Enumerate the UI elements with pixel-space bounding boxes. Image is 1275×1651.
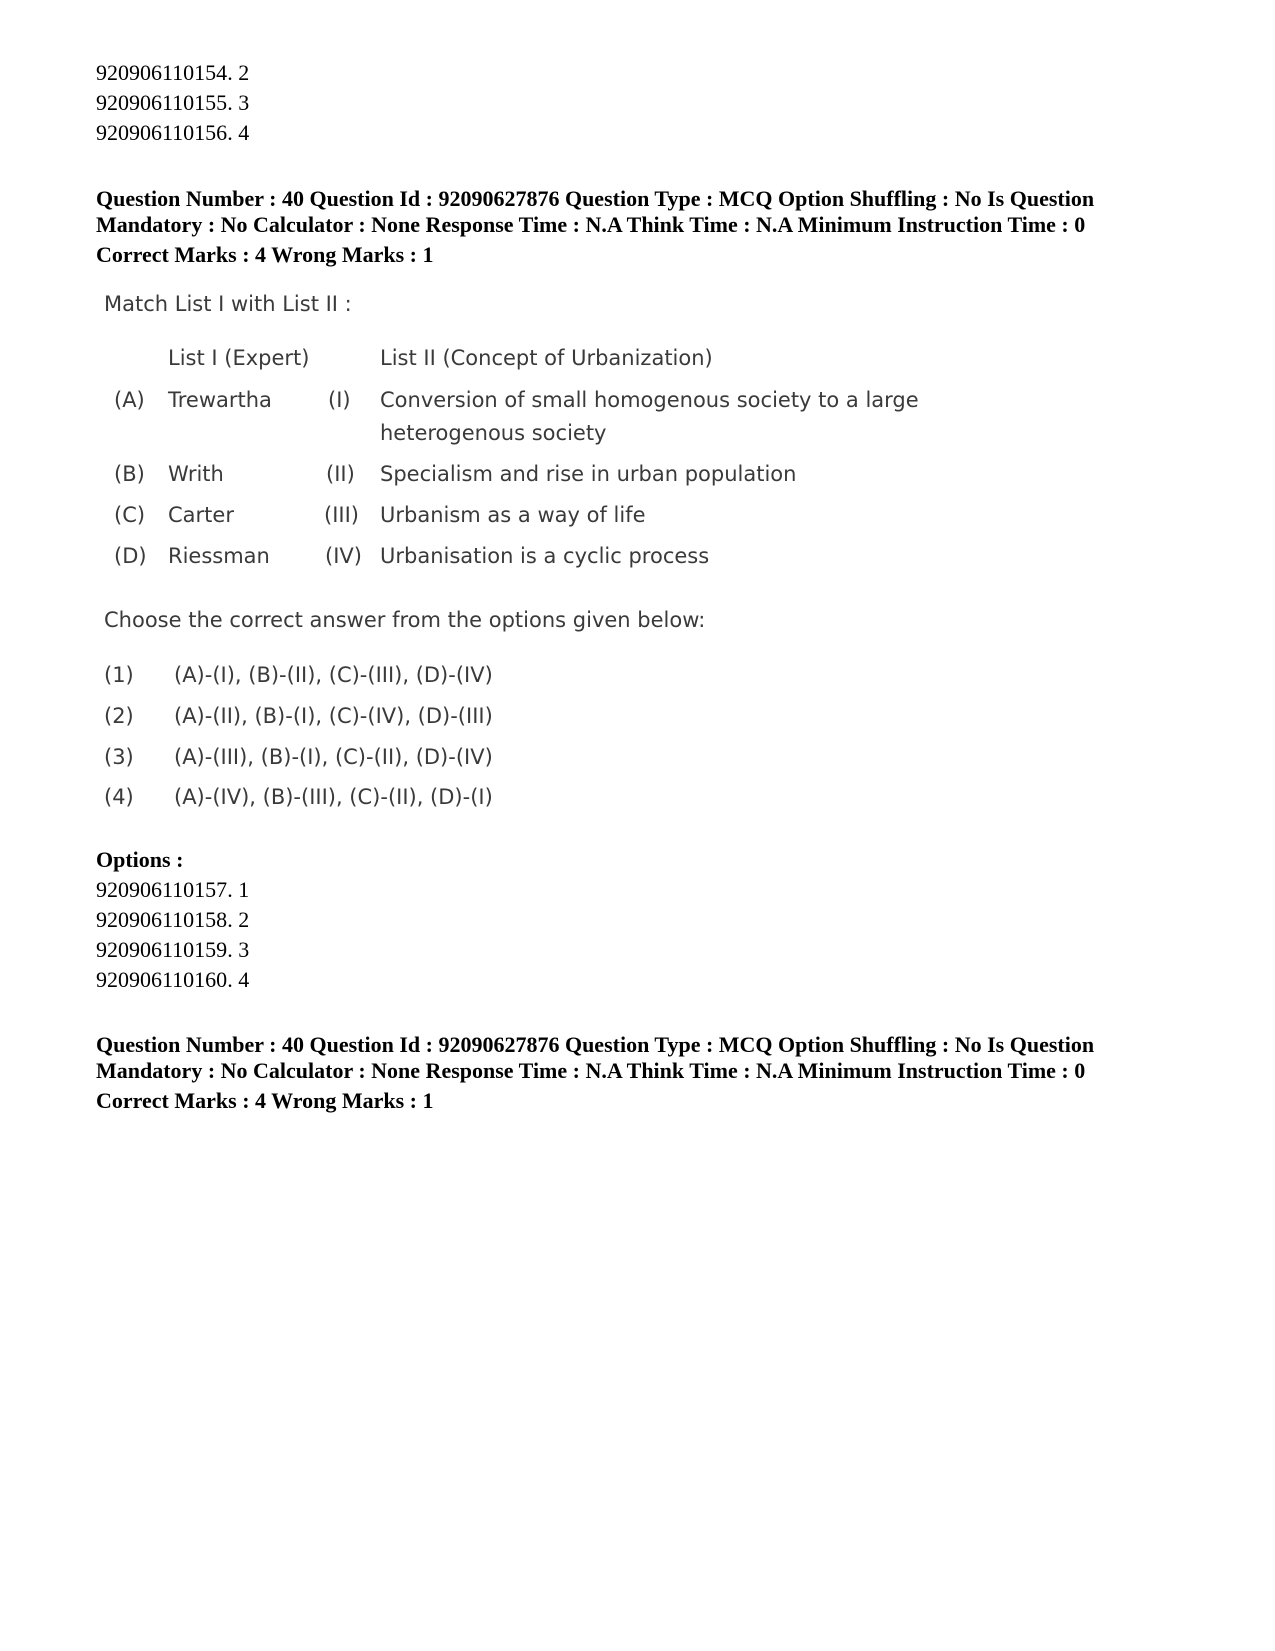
option-line: 920906110157. 1 (96, 877, 250, 902)
option-line: 920906110158. 2 (96, 907, 250, 932)
list1-label: (B) (114, 462, 145, 486)
meta-line-3: Correct Marks : 4 Wrong Marks : 1 (96, 242, 434, 267)
choice-number: (3) (104, 745, 134, 769)
list2-label: (III) (324, 503, 359, 527)
option-line: 920906110154. 2 (96, 60, 250, 85)
list1-header: List I (Expert) (168, 346, 310, 370)
list1-item: Riessman (168, 544, 270, 568)
list2-header: List II (Concept of Urbanization) (380, 346, 713, 370)
list1-item: Carter (168, 503, 234, 527)
choice-text: (A)-(I), (B)-(II), (C)-(III), (D)-(IV) (174, 663, 493, 687)
option-line: 920906110159. 3 (96, 937, 250, 962)
list1-label: (A) (114, 388, 145, 412)
choice-text: (A)-(III), (B)-(I), (C)-(II), (D)-(IV) (174, 745, 493, 769)
option-line: 920906110160. 4 (96, 967, 250, 992)
choice-number: (2) (104, 704, 134, 728)
meta-line-1: Question Number : 40 Question Id : 92090627876 Question Type : MCQ Option Shuffling : No Is Question (96, 186, 1095, 211)
meta-line-3: Correct Marks : 4 Wrong Marks : 1 (96, 1088, 434, 1113)
choice-number: (4) (104, 785, 134, 809)
list2-label: (I) (328, 388, 351, 412)
list2-item: Conversion of small homogenous society to a large (380, 388, 919, 412)
list1-item: Writh (168, 462, 224, 486)
list1-label: (D) (114, 544, 147, 568)
meta-line-1: Question Number : 40 Question Id : 92090627876 Question Type : MCQ Option Shuffling : No Is Question (96, 1032, 1095, 1057)
next-question-meta (96, 1032, 1176, 1114)
list2-item: Urbanism as a way of life (380, 503, 646, 527)
question-meta (96, 186, 1176, 268)
list2-item: Specialism and rise in urban population (380, 462, 797, 486)
answer-instruction: Choose the correct answer from the options given below: (104, 608, 706, 632)
choice-text: (A)-(IV), (B)-(III), (C)-(II), (D)-(I) (174, 785, 493, 809)
list2-item-continued: heterogenous society (380, 421, 607, 445)
list2-item: Urbanisation is a cyclic process (380, 544, 710, 568)
question-prompt: Match List I with List II : (104, 292, 352, 316)
meta-line-2: Mandatory : No Calculator : None Response Time : N.A Think Time : N.A Minimum Instruction Time : 0 (96, 1058, 1086, 1083)
list2-label: (IV) (325, 544, 362, 568)
options-label: Options : (96, 847, 184, 872)
meta-line-2: Mandatory : No Calculator : None Response Time : N.A Think Time : N.A Minimum Instruction Time : 0 (96, 212, 1086, 237)
choice-number: (1) (104, 663, 134, 687)
choice-text: (A)-(II), (B)-(I), (C)-(IV), (D)-(III) (174, 704, 493, 728)
option-line: 920906110156. 4 (96, 120, 250, 145)
list1-label: (C) (114, 503, 146, 527)
option-line: 920906110155. 3 (96, 90, 250, 115)
list1-item: Trewartha (168, 388, 272, 412)
list2-label: (II) (326, 462, 355, 486)
